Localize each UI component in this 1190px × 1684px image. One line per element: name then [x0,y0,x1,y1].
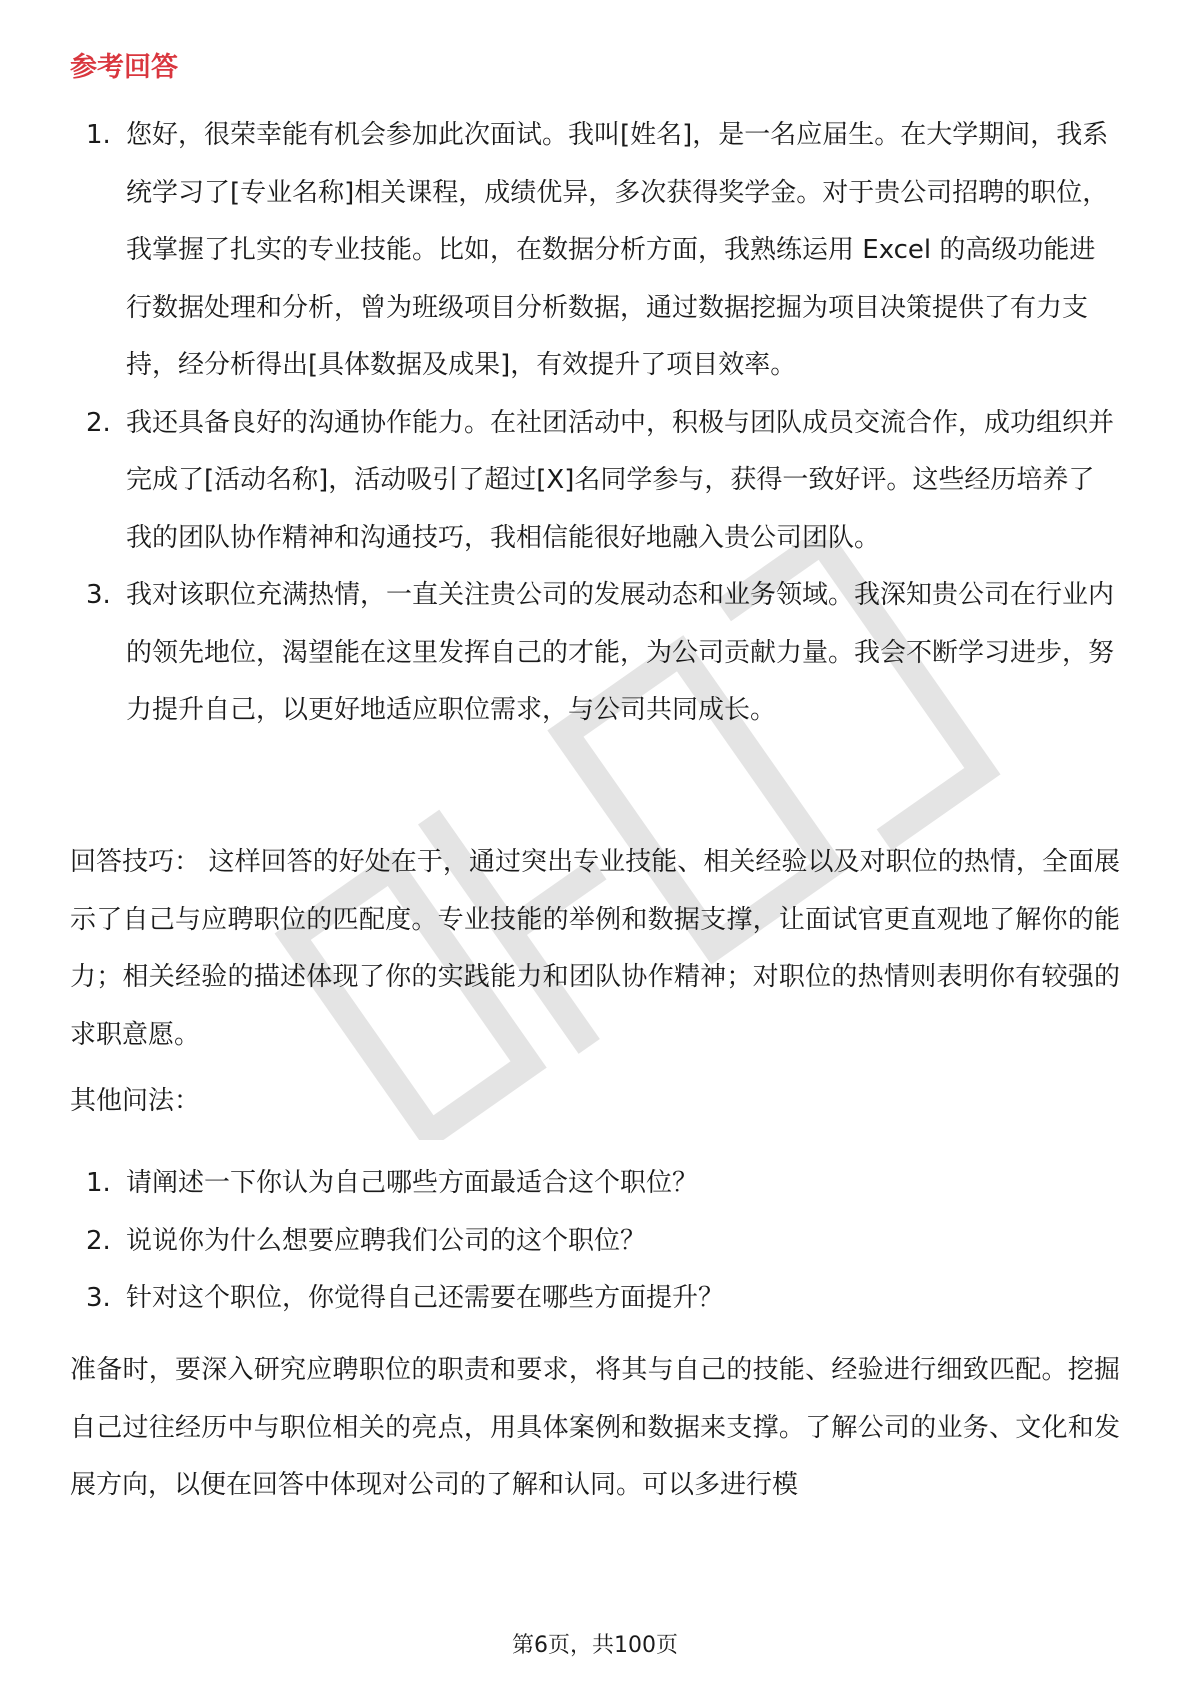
page-footer: 第6页，共100页 [512,1633,678,1658]
list-item [70,1155,1120,1213]
list-text: 您好，很荣幸能有机会参加此次面试。我叫[姓名]，是一名应届生。在大学期间，我系统学习了[专业名称]相关课程，成绩优异，多次获得奖学金。对于贵公司招聘的职位，我掌握了扎实的专业技能。比如，在数据分析方面，我熟练运用 Excel 的高级功能进行数据处理和分析，曾为班级项目分析数据，通过数据挖掘为项目决策提供了有力支持，经分析得出[具体数据及成果]，有效提升了项目效率。 [126,120,1109,380]
list-text: 我对该职位充满热情，一直关注贵公司的发展动态和业务领域。我深知贵公司在行业内的领先地位，渴望能在这里发挥自己的才能，为公司贡献力量。我会不断学习进步，努力提升自己，以更好地适应职位需求，与公司共同成长。 [126,580,1115,725]
list-number: 2. [86,1225,111,1256]
list-item [70,1270,1120,1328]
list-number: 3. [86,1283,111,1313]
list-text: 针对这个职位，你觉得自己还需要在哪些方面提升？ [126,1283,725,1313]
list-number: 3. [86,580,111,610]
list-item [70,1213,1120,1271]
list-text: 我还具备良好的沟通协作能力。在社团活动中，积极与团队成员交流合作，成功组织并完成了[活动名称]，活动吸引了超过[X]名同学参与，获得一致好评。这些经历培养了我的团队协作精神和沟通技巧，我相信能很好地融入贵公司团队。 [126,407,1115,553]
list-text: 请阐述一下你认为自己哪些方面最适合这个职位？ [126,1168,699,1198]
preparation-paragraph: 准备时，要深入研究应聘职位的职责和要求，将其与自己的技能、经验进行细致匹配。挖掘自己过往经历中与职位相关的亮点，用具体案例和数据来支撑。了解公司的业务、文化和发展方向，以便在回答中体现对公司的了解和认同。可以多进行模 [70,1355,1120,1500]
tips-paragraph: 回答技巧： 这样回答的好处在于，通过突出专业技能、相关经验以及对职位的热情，全面展示了自己与应聘职位的匹配度。专业技能的举例和数据支撑，让面试官更直观地了解你的能力；相关经验的描述体现了你的实践能力和团队协作精神；对职位的热情则表明你有较强的求职意愿。 [70,847,1120,1050]
list-number: 2. [86,407,111,438]
other-questions-label: 其他问法： [70,1086,201,1116]
section-heading: 参考回答 [70,52,178,83]
answer-list [70,107,1120,740]
list-item [70,567,1120,740]
list-number: 1. [86,1168,111,1198]
list-number: 1. [86,120,111,150]
list-item [70,395,1120,568]
list-item [70,107,1120,395]
list-text: 说说你为什么想要应聘我们公司的这个职位？ [126,1225,647,1256]
other-questions-list [70,1155,1120,1328]
